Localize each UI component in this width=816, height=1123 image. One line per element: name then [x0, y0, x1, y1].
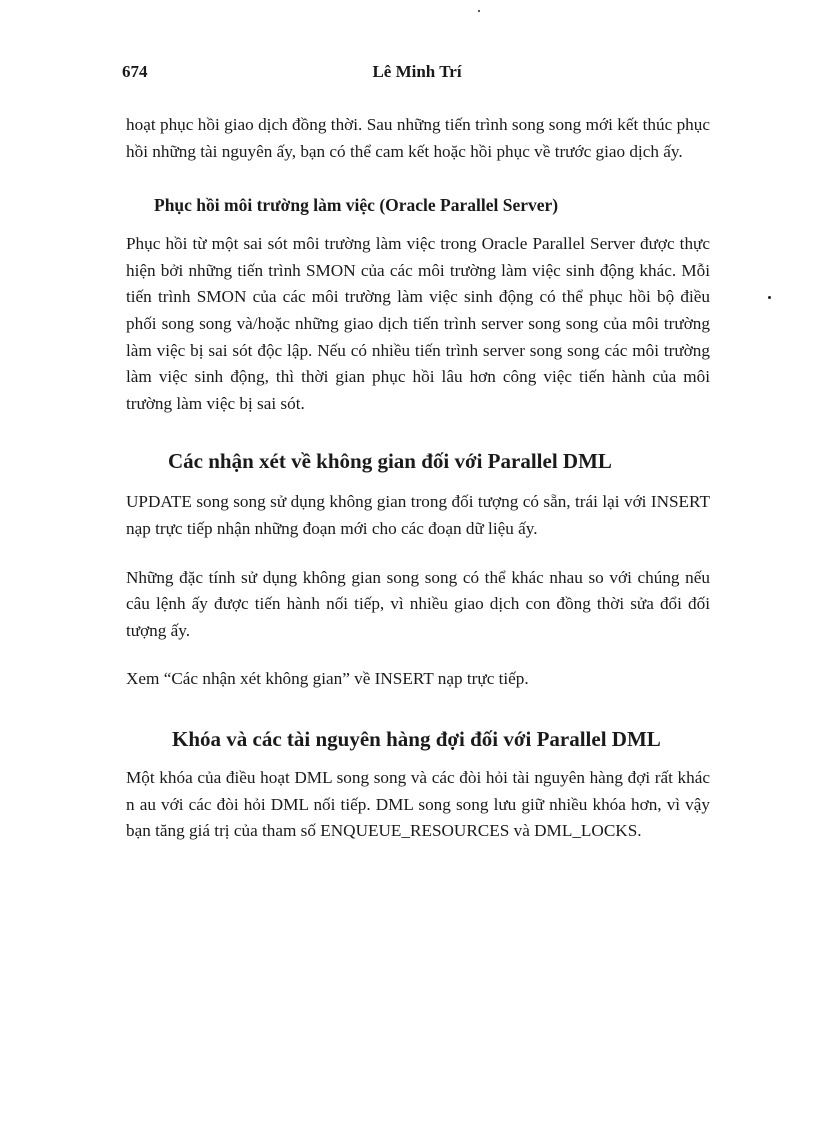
- intro-paragraph: hoạt phục hồi giao dịch đồng thời. Sau những tiến trình song song mới kết thúc phục hồi những tài nguyên ấy, bạn có thể cam kết hoặc hồi phục về trước giao dịch ấy.: [126, 115, 710, 161]
- space-paragraph-2: Những đặc tính sử dụng không gian song song có thể khác nhau so với chúng nếu câu lệnh ấy được tiến hành nối tiếp, vì nhiều giao dịch con đồng thời sửa đổi đối tượng ấy.: [126, 567, 710, 640]
- locks-paragraph: Một khóa của điều hoạt DML song song và các đòi hỏi tài nguyên hàng đợi rất khác n au với các đòi hỏi DML nối tiếp. DML song song lưu giữ nhiều khóa hơn, vì vậy bạn tăng giá trị của tham số ENQUEUE_RESOURCES và DML_LOCKS.: [126, 767, 710, 841]
- scan-speck: [768, 296, 771, 299]
- running-author: Lê Minh Trí: [372, 62, 462, 81]
- page-body: [126, 112, 710, 845]
- heading-space: Các nhận xét về không gian đối với Parallel DML: [168, 449, 612, 474]
- recovery-paragraph: Phục hồi từ một sai sót môi trường làm việc trong Oracle Parallel Server được thực hiện bởi những tiến trình SMON của các môi trường làm việc sinh động khác. Mỗi tiến trình SMON của các môi trường làm việc sinh động có thể phục hồi bộ điều phối song song và/hoặc những giao dịch tiến trình server song song của môi trường làm việc bị sai sót độc lập. Nếu có nhiều tiến trình server song song các môi trường làm việc sinh động, thì thời gian phục hồi lâu hơn công việc tiến hành của môi trường làm việc bị sai sót.: [126, 234, 710, 413]
- running-header: [122, 62, 712, 86]
- heading-locks: Khóa và các tài nguyên hàng đợi đối với Parallel DML: [172, 726, 661, 751]
- scan-speck: [478, 10, 480, 12]
- page-number: 674: [122, 62, 148, 81]
- heading-recovery: Phục hồi môi trường làm việc (Oracle Parallel Server): [154, 195, 559, 216]
- space-paragraph-1: UPDATE song song sử dụng không gian trong đối tượng có sẵn, trái lại với INSERT nạp trực tiếp nhận những đoạn mới cho các đoạn dữ liệu ấy.: [126, 492, 710, 538]
- space-paragraph-3: Xem “Các nhận xét không gian” về INSERT nạp trực tiếp.: [126, 669, 529, 689]
